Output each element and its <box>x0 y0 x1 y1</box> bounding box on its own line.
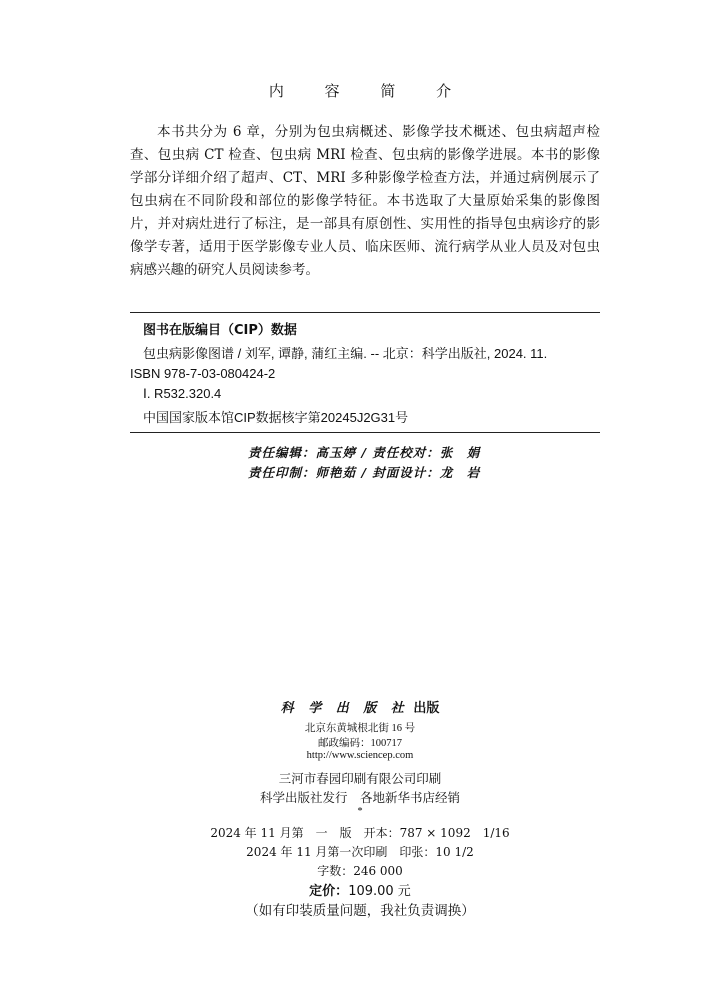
price-label: 定价： <box>309 884 349 899</box>
staff-editors: 责任编辑：高玉婷 / 责任校对：张 娟 <box>248 445 481 460</box>
publisher-postcode: 邮政编码：100717 <box>318 738 402 749</box>
cip-bottom-rule <box>130 432 600 433</box>
intro-section <box>130 121 600 282</box>
printing-line: 2024 年 11 月第一次印刷 印张：10 1/2 <box>246 845 474 859</box>
printer-line: 三河市春园印刷有限公司印刷 <box>278 771 442 786</box>
price-line <box>0 880 720 899</box>
page-title: 内 容 简 介 <box>268 82 470 100</box>
publisher-name-line <box>0 697 720 716</box>
price-value: 109.00 元 <box>348 884 411 899</box>
cip-classification: Ⅰ. R532.320.4 <box>143 386 222 401</box>
intro-paragraph: 本书共分为 6 章，分别为包虫病概述、影像学技术概述、包虫病超声检查、包虫病 CT 检查、包虫病 MRI 检查、包虫病的影像学进展。本书的影像学部分详细介绍了超声、CT、MRI 多种影像学检查方法，并通过病例展示了包虫病在不同阶段和部位的影像学特征。本书选取了大量原始采集的影像图片，并对病灶进行了标注，是一部具有原创性、实用性的指导包虫病诊疗的影像学专著，适用于医学影像专业人员、临床医师、流行病学从业人员及对包虫病感兴趣的研究人员阅读参考。 <box>130 124 600 278</box>
publisher-name: 科 学 出 版 社 <box>280 701 409 716</box>
edition-line: 2024 年 11 月第 一 版 开本：787 × 1092 1/16 <box>210 826 510 840</box>
cip-heading: 图书在版编目（CIP）数据 <box>143 323 297 338</box>
cip-isbn: ISBN 978-7-03-080424-2 <box>130 366 276 381</box>
cip-line-1: 包虫病影像图谱 / 刘军, 谭静, 蒲红主编. -- 北京：科学出版社, 2024. 11. <box>143 346 548 361</box>
publisher-address: 北京东黄城根北街 16 号 <box>304 723 416 734</box>
publisher-suffix: 出版 <box>413 701 440 716</box>
wordcount-line: 字数：246 000 <box>317 864 403 878</box>
distributor-line: 科学出版社发行 各地新华书店经销 <box>259 790 460 805</box>
cip-top-rule <box>130 312 600 313</box>
publisher-url: http://www.sciencep.com <box>306 750 414 761</box>
separator-star: * <box>357 806 363 817</box>
quality-note: （如有印装质量问题，我社负责调换） <box>245 903 475 919</box>
staff-production: 责任印制：师艳茹 / 封面设计：龙 岩 <box>248 465 481 480</box>
cip-record-number: 中国国家版本馆CIP数据核字第20245J2G31号 <box>143 410 409 425</box>
